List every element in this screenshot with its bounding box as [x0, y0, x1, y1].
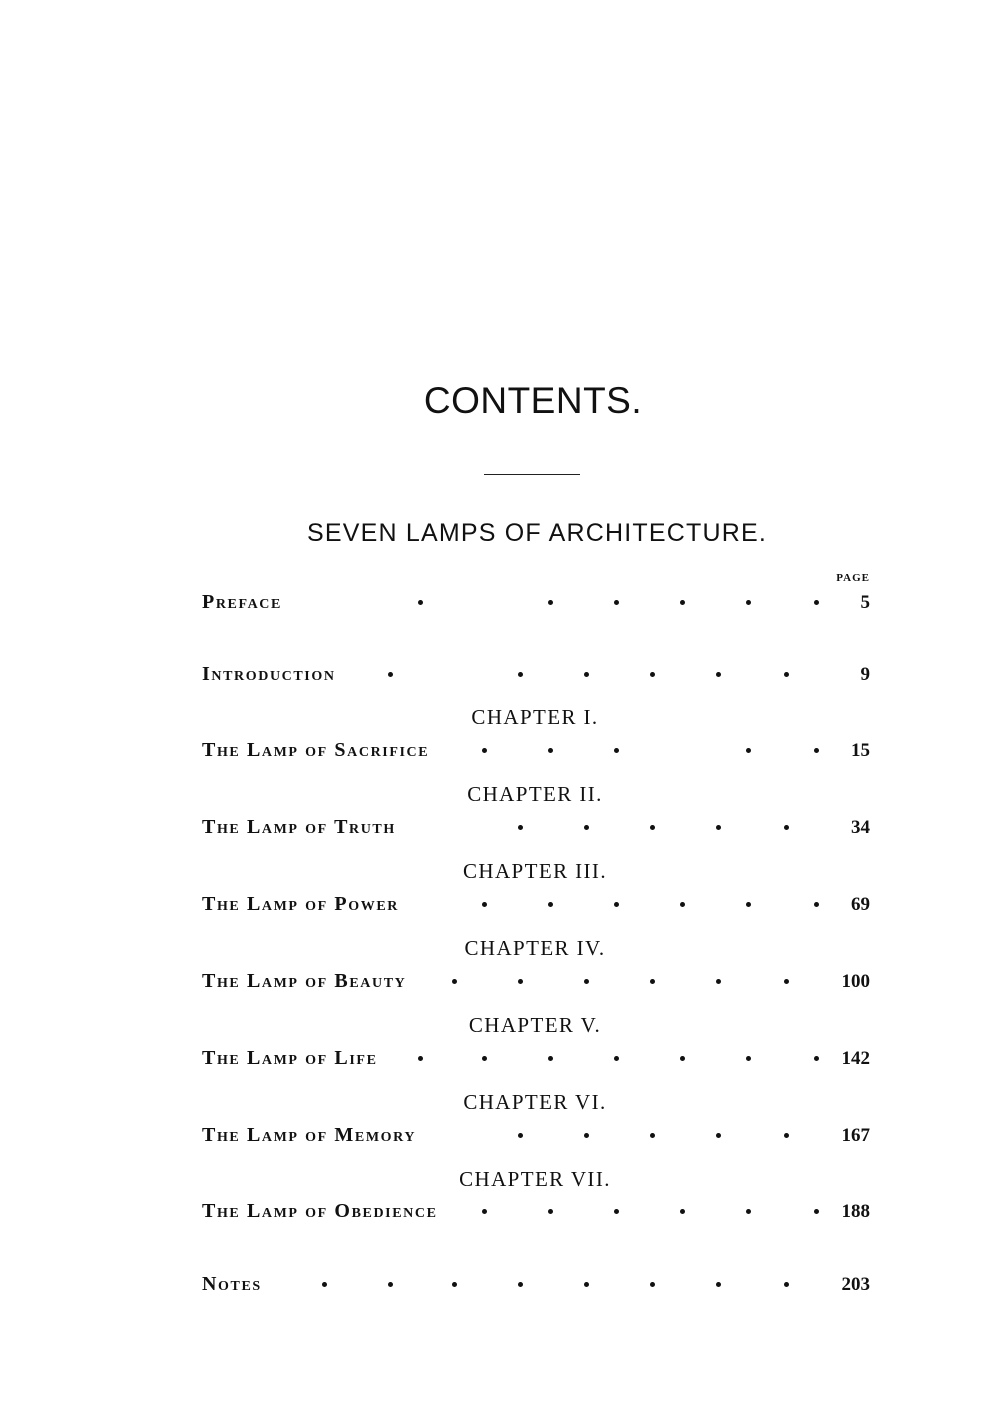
entry-title: The Lamp of Obedience	[202, 1200, 438, 1222]
leader-dot	[452, 1282, 457, 1287]
entry-page-number: 167	[841, 1125, 870, 1146]
entry-page-number: 69	[851, 894, 870, 915]
leader-dot	[716, 825, 721, 830]
leader-dot	[784, 1282, 789, 1287]
entry-page-number: 34	[851, 817, 870, 838]
entry-title: Notes	[202, 1273, 262, 1295]
entry-title: Introduction	[202, 663, 336, 685]
toc-entry-lamp-of-truth[interactable]	[202, 814, 870, 840]
leader-dot	[482, 1056, 487, 1061]
leader-dot	[650, 1133, 655, 1138]
leader-dot	[746, 902, 751, 907]
leader-dot	[614, 1209, 619, 1214]
entry-page-number: 203	[841, 1274, 870, 1295]
leader-dot	[680, 902, 685, 907]
leader-dot	[388, 1282, 393, 1287]
leader-dot	[614, 600, 619, 605]
leader-dot	[814, 902, 819, 907]
leader-dot	[548, 1056, 553, 1061]
toc-entry-lamp-of-beauty[interactable]	[202, 968, 870, 994]
leader-dot	[784, 672, 789, 677]
leader-dot	[482, 748, 487, 753]
leader-dot	[716, 1282, 721, 1287]
chapter-heading-4: CHAPTER IV.	[464, 936, 606, 960]
toc-entry-lamp-of-life[interactable]	[202, 1045, 870, 1071]
leader-dot	[584, 1133, 589, 1138]
leader-dot	[814, 1056, 819, 1061]
entry-title: The Lamp of Power	[202, 893, 399, 915]
chapter-heading-2: CHAPTER II.	[467, 782, 603, 806]
book-title: SEVEN LAMPS OF ARCHITECTURE.	[306, 519, 768, 547]
leader-dot	[518, 672, 523, 677]
leader-dot	[388, 672, 393, 677]
leader-dot	[814, 748, 819, 753]
toc-entry-introduction[interactable]	[202, 661, 870, 687]
leader-dot	[746, 600, 751, 605]
leader-dot	[518, 979, 523, 984]
entry-page-number: 142	[841, 1048, 870, 1069]
leader-dot	[482, 902, 487, 907]
leader-dot	[584, 825, 589, 830]
leader-dot	[746, 1209, 751, 1214]
leader-dot	[614, 902, 619, 907]
title-divider	[484, 474, 580, 475]
leader-dot	[716, 979, 721, 984]
toc-entry-notes[interactable]	[202, 1271, 870, 1297]
leader-dot	[322, 1282, 327, 1287]
entry-page-number: 188	[841, 1201, 870, 1222]
entry-page-number: 100	[841, 971, 870, 992]
leader-dot	[784, 1133, 789, 1138]
chapter-heading-1: CHAPTER I.	[471, 705, 599, 729]
entry-page-number: 9	[860, 664, 870, 685]
leader-dot	[746, 748, 751, 753]
leader-dot	[716, 1133, 721, 1138]
leader-dot	[418, 1056, 423, 1061]
chapter-heading-5: CHAPTER V.	[468, 1013, 602, 1037]
leader-dot	[518, 1133, 523, 1138]
leader-dot	[548, 600, 553, 605]
entry-title: The Lamp of Truth	[202, 816, 396, 838]
leader-dot	[584, 672, 589, 677]
leader-dot	[784, 979, 789, 984]
chapter-heading-6: CHAPTER VI.	[463, 1090, 607, 1114]
leader-dot	[814, 600, 819, 605]
toc-entry-lamp-of-obedience[interactable]	[202, 1198, 870, 1224]
leader-dot	[614, 1056, 619, 1061]
entry-title: The Lamp of Sacrifice	[202, 739, 430, 761]
toc-entry-lamp-of-sacrifice[interactable]	[202, 737, 870, 763]
leader-dot	[548, 748, 553, 753]
page-column-label: PAGE	[836, 572, 870, 584]
chapter-heading-3: CHAPTER III.	[463, 859, 607, 883]
leader-dot	[518, 1282, 523, 1287]
toc-entry-lamp-of-power[interactable]	[202, 891, 870, 917]
leader-dot	[584, 979, 589, 984]
entry-title: Preface	[202, 591, 282, 613]
leader-dot	[614, 748, 619, 753]
leader-dot	[650, 979, 655, 984]
leader-dot	[680, 600, 685, 605]
toc-entry-lamp-of-memory[interactable]	[202, 1122, 870, 1148]
leader-dot	[418, 600, 423, 605]
entry-title: The Lamp of Life	[202, 1047, 378, 1069]
leader-dot	[716, 672, 721, 677]
leader-dot	[584, 1282, 589, 1287]
leader-dot	[680, 1056, 685, 1061]
entry-title: The Lamp of Beauty	[202, 970, 407, 992]
leader-dot	[650, 672, 655, 677]
leader-dot	[680, 1209, 685, 1214]
leader-dot	[518, 825, 523, 830]
leader-dot	[650, 825, 655, 830]
entry-page-number: 5	[860, 592, 870, 613]
leader-dot	[650, 1282, 655, 1287]
entry-title: The Lamp of Memory	[202, 1124, 417, 1146]
leader-dot	[482, 1209, 487, 1214]
chapter-heading-7: CHAPTER VII.	[459, 1167, 611, 1191]
toc-entry-preface[interactable]	[202, 589, 870, 615]
leader-dot	[548, 1209, 553, 1214]
leader-dot	[452, 979, 457, 984]
leader-dot	[814, 1209, 819, 1214]
leader-dot	[548, 902, 553, 907]
leader-dot	[784, 825, 789, 830]
entry-page-number: 15	[851, 740, 870, 761]
page-title: CONTENTS.	[423, 380, 643, 421]
leader-dot	[746, 1056, 751, 1061]
